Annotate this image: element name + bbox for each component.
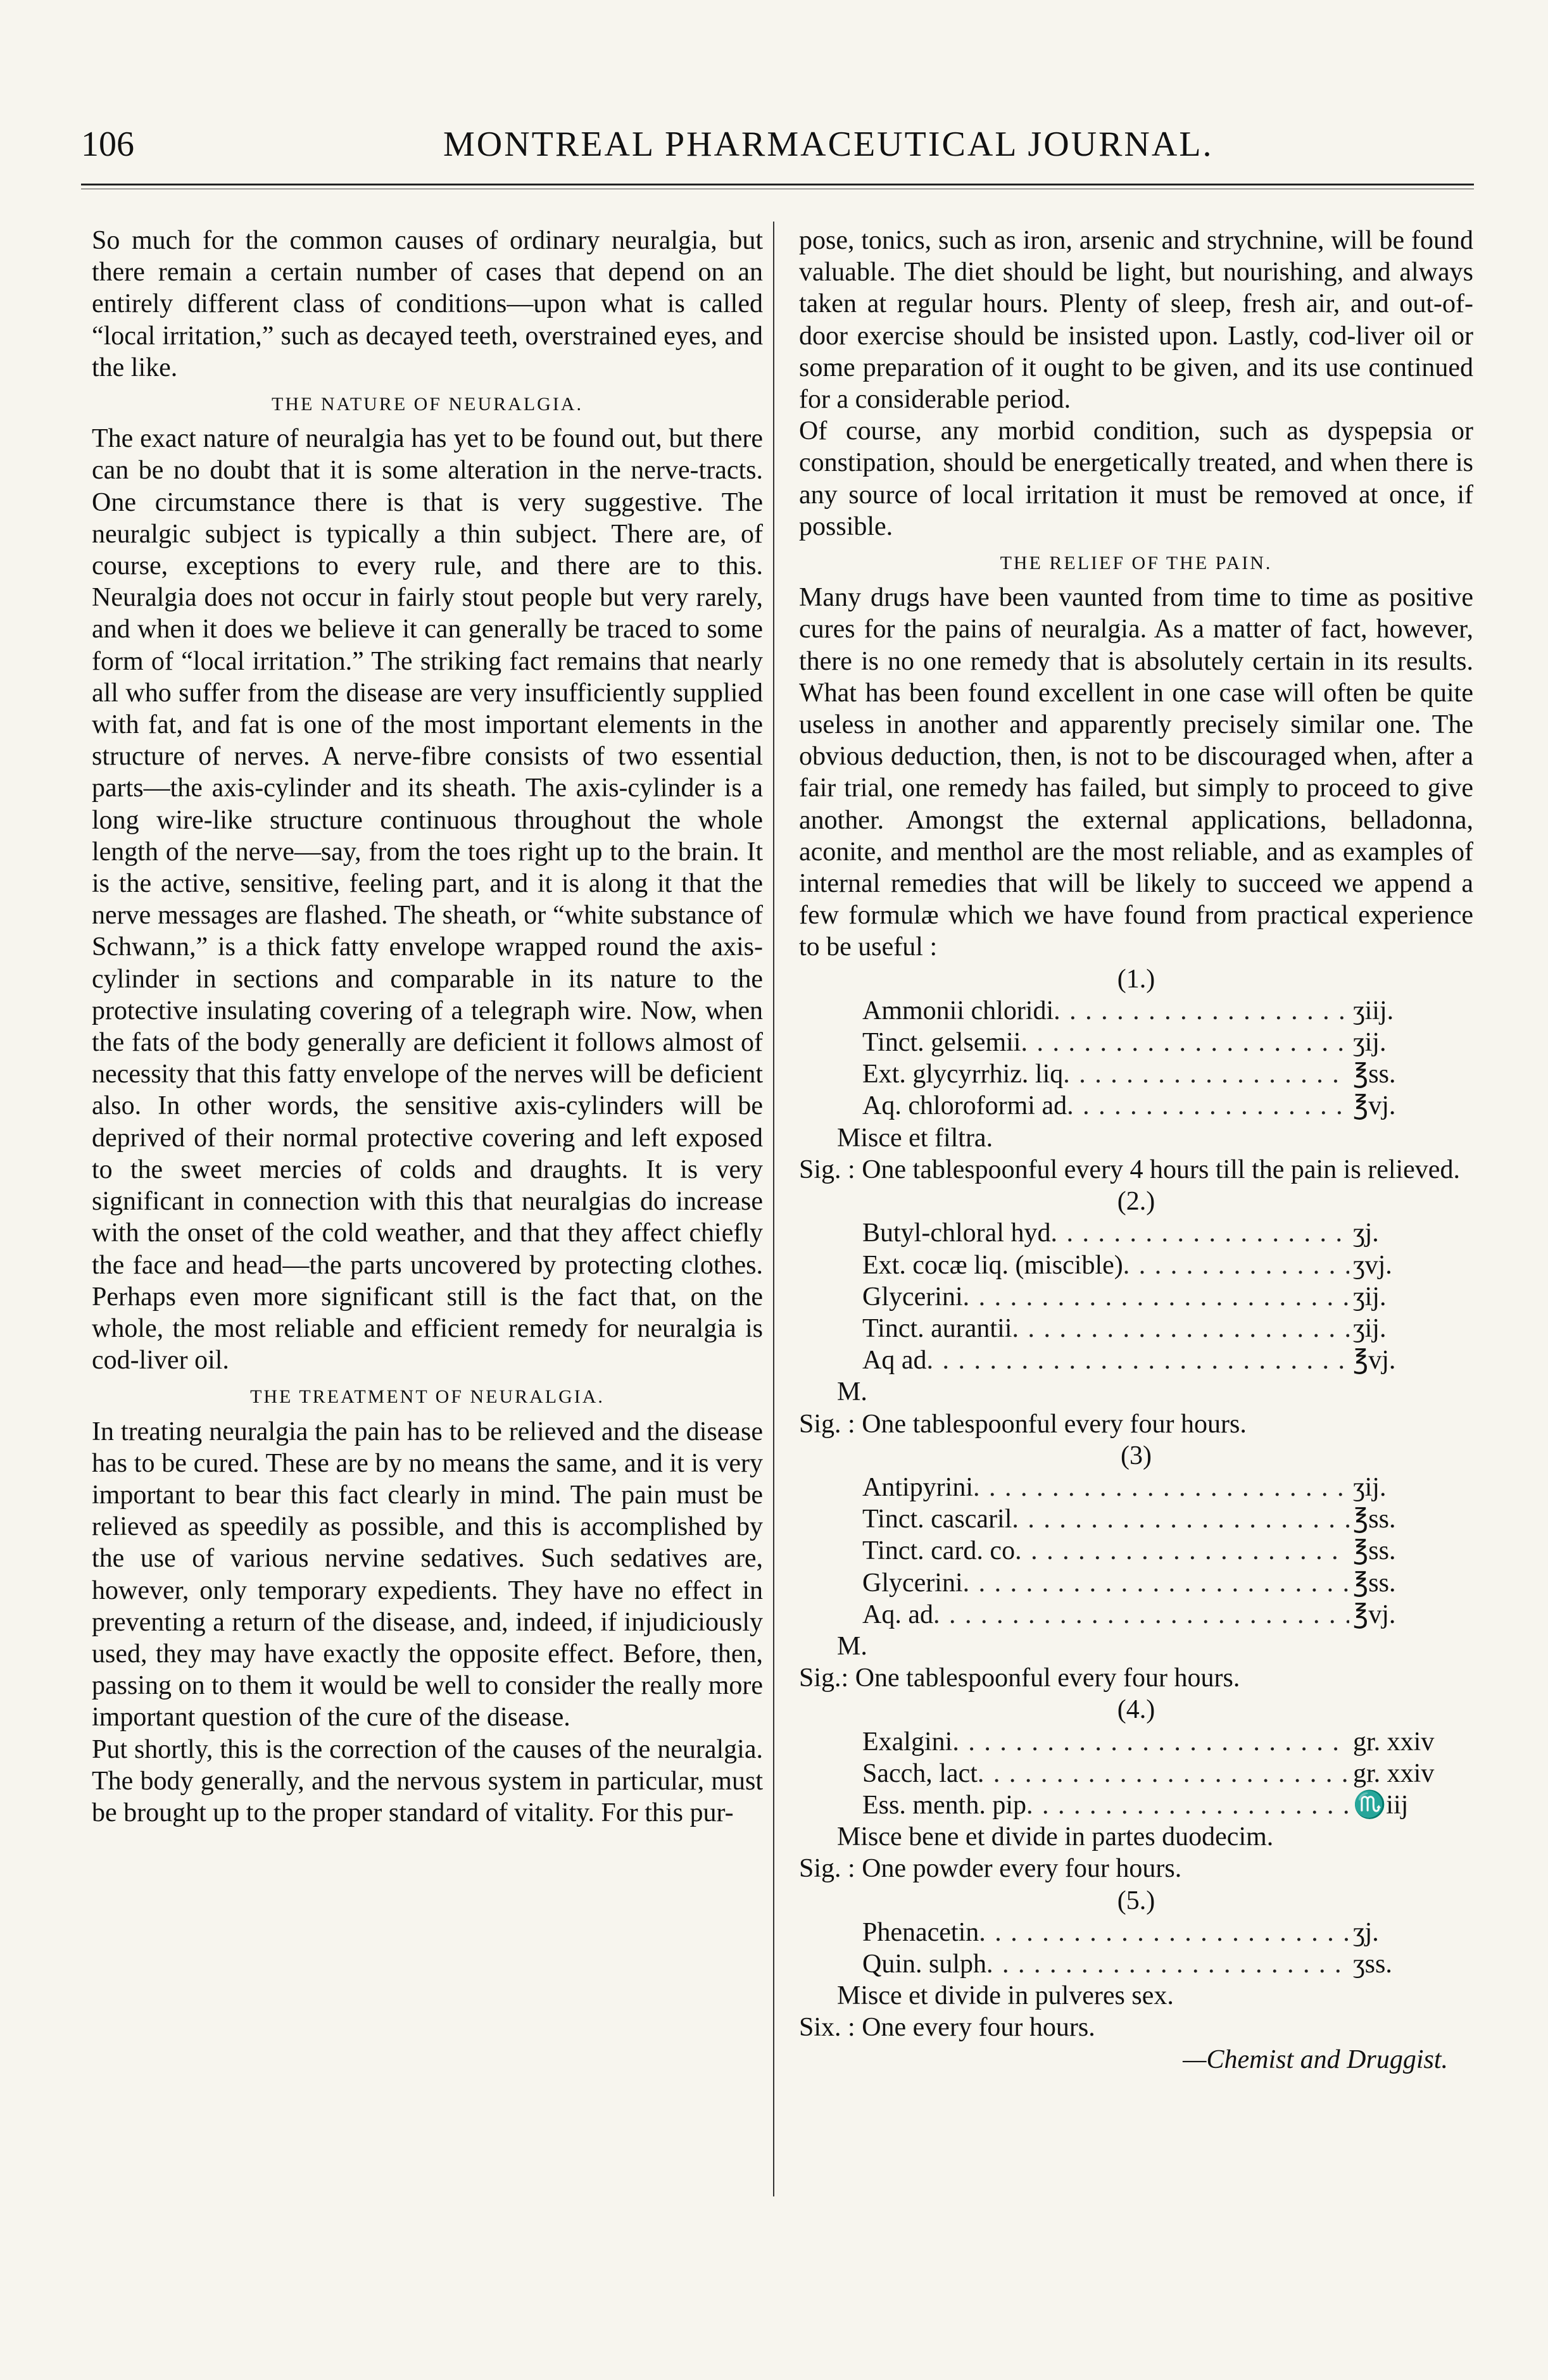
ingredient-name: Aq. chloroformi ad	[862, 1091, 1067, 1121]
formula-line	[862, 1503, 1473, 1535]
ingredient-quantity: ℥vj.	[1353, 1346, 1396, 1375]
formula-instruction: Misce et divide in pulveres sex.	[837, 1981, 1174, 2011]
source-credit: —Chemist and Druggist.	[1183, 2045, 1448, 2074]
dot-leader	[1050, 1217, 1349, 1249]
dot-leader	[963, 1567, 1349, 1599]
ingredient-quantity: ʒij.	[1353, 1313, 1387, 1343]
ingredient-name: Tinct. gelsemii	[862, 1028, 1021, 1058]
formula-signa: Sig. : One tablespoonful every four hours.	[799, 1409, 1247, 1439]
ingredient-quantity: ʒiij.	[1353, 996, 1394, 1025]
dot-leader	[1015, 1535, 1349, 1567]
formula-line	[862, 1567, 1473, 1599]
formula-line	[862, 1281, 1473, 1313]
formula-line	[862, 1472, 1473, 1503]
ingredient-quantity: ℥ss.	[1353, 1536, 1396, 1566]
dot-leader	[952, 1726, 1349, 1758]
ingredient-name: Glycerini	[862, 1568, 963, 1598]
journal-title: MONTREAL PHARMACEUTICAL JOURNAL.	[443, 125, 1214, 164]
ingredient-name: Glycerini	[862, 1282, 963, 1312]
dot-leader	[986, 1948, 1349, 1980]
paragraph: Of course, any morbid condition, such as dyspepsia or constipation, should be energetically treated, and when there is any source of local irritation it must be removed at once, if possible.	[799, 416, 1473, 541]
section-heading: THE TREATMENT OF NEURALGIA.	[250, 1386, 605, 1408]
ingredient-quantity: ℥ss.	[1353, 1568, 1396, 1598]
formula-line	[862, 1758, 1473, 1789]
ingredient-name: Tinct. cascaril	[862, 1505, 1012, 1534]
ingredient-name: Exalgini	[862, 1727, 953, 1757]
dot-leader	[1123, 1250, 1349, 1281]
ingredient-quantity: gr. xxiv	[1353, 1727, 1435, 1757]
ingredient-quantity: ℥vj.	[1353, 1091, 1396, 1121]
formula-line	[862, 1250, 1473, 1281]
formula-instruction: M.	[837, 1631, 867, 1661]
formula-number: (1.)	[1117, 964, 1155, 994]
paragraph: So much for the common causes of ordinary neuralgia, but there remain a certain number of cases that depend on an entirely different class of conditions—upon what is called “local irritation,” such as decayed teeth, overstrained eyes, and the like.	[92, 226, 763, 382]
formula-number: (5.)	[1117, 1886, 1155, 1915]
formula-line	[862, 1917, 1473, 1948]
dot-leader	[1054, 995, 1349, 1027]
formula-signa: Six. : One every four hours.	[799, 2013, 1095, 2043]
formula-signa: Sig. : One tablespoonful every 4 hours till the pain is relieved.	[799, 1155, 1460, 1184]
ingredient-name: Ext. cocæ liq. (miscible)	[862, 1250, 1123, 1280]
ingredient-quantity: ℥vj.	[1353, 1600, 1396, 1629]
ingredient-quantity: ℥ss.	[1353, 1060, 1396, 1089]
ingredient-quantity: ʒj.	[1353, 1218, 1379, 1248]
ingredient-name: Aq. ad	[862, 1600, 933, 1629]
dot-leader	[933, 1599, 1349, 1631]
header-rule	[81, 184, 1474, 185]
ingredient-name: Aq ad	[862, 1346, 927, 1375]
dot-leader	[1021, 1027, 1349, 1058]
formula-line	[862, 1599, 1473, 1631]
ingredient-quantity: gr. xxiv	[1353, 1758, 1435, 1788]
formula-line	[862, 1948, 1473, 1980]
section-heading: THE NATURE OF NEURALGIA.	[272, 394, 583, 415]
ingredient-name: Ammonii chloridi	[862, 996, 1054, 1025]
ingredient-quantity: ℥ss.	[1353, 1505, 1396, 1534]
ingredient-quantity: ʒss.	[1353, 1949, 1392, 1979]
formula-line	[862, 1535, 1473, 1567]
ingredient-quantity: ʒvj.	[1353, 1250, 1392, 1280]
dot-leader	[1063, 1058, 1349, 1090]
ingredient-name: Sacch, lact	[862, 1758, 978, 1788]
dot-leader	[979, 1917, 1349, 1948]
column-divider	[773, 222, 774, 2196]
formula-line	[862, 1058, 1473, 1090]
dot-leader	[973, 1472, 1349, 1503]
ingredient-quantity: ʒij.	[1353, 1472, 1387, 1502]
ingredient-name: Ext. glycyrrhiz. liq	[862, 1060, 1064, 1089]
ingredient-quantity: ʒij.	[1353, 1282, 1387, 1312]
formula-line	[862, 1027, 1473, 1058]
dot-leader	[1067, 1090, 1349, 1122]
paragraph: Put shortly, this is the correction of the causes of the neuralgia. The body generally, and the nervous system in particular, must be brought up to the proper standard of vitality. For this pur-	[92, 1734, 763, 1827]
formula-number: (3)	[1121, 1441, 1152, 1470]
formula-instruction: Misce et filtra.	[837, 1123, 993, 1153]
ingredient-quantity: ♏iij	[1353, 1790, 1409, 1820]
formula-line	[862, 1789, 1473, 1821]
formula-line	[862, 1313, 1473, 1344]
dot-leader	[1012, 1503, 1349, 1535]
paragraph: The exact nature of neuralgia has yet to be found out, but there can be no doubt that it is some alteration in the nerve-tracts. One circumstance there is that is very suggestive. The neuralgic subject is typically a thin subject. There are, of course, exceptions to every rule, and there are to this. Neuralgia does not occur in fairly stout people but very rarely, and when it does we believe it can generally be traced to some form of “local irritation.” The striking fact remains that nearly all who suffer from the disease are very insufficiently supplied with fat, and fat is one of the most important elements in the structure of nerves. A nerve-fibre consists of two essential parts—the axis-cylinder and its sheath. The axis-cylinder is a long wire-like structure continuous throughout the whole length of the nerve—say, from the toes right up to the brain. It is the active, sensitive, feeling part, and it is along it that the nerve messages are flashed. The sheath, or “white substance of Schwann,” is a thick fatty envelope wrapped round the axis-cylinder in sections and comparable in its nature to the protective insulating covering of a telegraph wire. Now, when the fats of the body generally are deficient it follows almost of necessity that this fatty envelope of the nerves will be deficient also. In other words, the sensitive axis-cylinders will be deprived of their normal protective covering and left exposed to the sweet mercies of colds and draughts. It is very significant in connection with this that neuralgias do increase with the onset of the cold weather, and that they affect chiefly the face and head—the parts uncovered by protecting clothes. Perhaps even more significant still is the fact that, on the whole, the most reliable and efficient remedy for neuralgia is cod-liver oil.	[92, 424, 763, 1375]
ingredient-name: Tinct. aurantii	[862, 1313, 1012, 1343]
formula-signa: Sig.: One tablespoonful every four hours.	[799, 1663, 1240, 1693]
dot-leader	[978, 1758, 1349, 1789]
left-column	[92, 225, 763, 1829]
formula-signa: Sig. : One powder every four hours.	[799, 1854, 1182, 1884]
ingredient-name: Tinct. card. co	[862, 1536, 1016, 1566]
formula-line	[862, 995, 1473, 1027]
ingredient-quantity: ʒij.	[1353, 1028, 1387, 1058]
formula-line	[862, 1344, 1473, 1376]
ingredient-name: Antipyrini	[862, 1472, 973, 1502]
right-column	[799, 225, 1473, 2076]
formula-instruction: M.	[837, 1377, 867, 1407]
ingredient-quantity: ʒj.	[1353, 1917, 1379, 1947]
dot-leader	[1012, 1313, 1349, 1344]
ingredient-name: Phenacetin	[862, 1917, 979, 1947]
formula-line	[862, 1090, 1473, 1122]
formula-instruction: Misce bene et divide in partes duodecim.	[837, 1822, 1274, 1852]
section-heading: THE RELIEF OF THE PAIN.	[1000, 553, 1273, 574]
page-number: 106	[81, 125, 134, 164]
paragraph: pose, tonics, such as iron, arsenic and strychnine, will be found valuable. The diet should be light, but nourishing, and always taken at regular hours. Plenty of sleep, fresh air, and out-of-door exercise should be insisted upon. Lastly, cod-liver oil or some preparation of it ought to be given, and its use continued for a considerable period.	[799, 226, 1473, 415]
paragraph: Many drugs have been vaunted from time to time as positive cures for the pains of neuralgia. As a matter of fact, however, there is no one remedy that is absolutely certain in its results. What has been found excellent in one case will often be quite useless in another and apparently precisely similar one. The obvious deduction, then, is not to be discouraged when, after a fair trial, one remedy has failed, but simply to proceed to give another. Amongst the external applications, belladonna, aconite, and menthol are the most reliable, and as examples of internal remedies that will be likely to succeed we append a few formulæ which we have found from practical experience to be useful :	[799, 583, 1473, 962]
formula-number: (4.)	[1117, 1695, 1155, 1725]
dot-leader	[963, 1281, 1349, 1313]
dot-leader	[926, 1344, 1349, 1376]
ingredient-name: Butyl-chloral hyd	[862, 1218, 1051, 1248]
paragraph: In treating neuralgia the pain has to be relieved and the disease has to be cured. These are by no means the same, and it is very important to bear this fact clearly in mind. The pain must be relieved as speedily as possible, and this is accomplished by the use of various nervine sedatives. Such sedatives are, however, only temporary expedients. They have no effect in preventing a return of the disease, and, indeed, if injudiciously used, they may have exactly the opposite effect. Before, then, passing on to them it would be well to consider the really more important question of the cure of the disease.	[92, 1417, 763, 1732]
dot-leader	[1026, 1789, 1349, 1821]
formula-line	[862, 1217, 1473, 1249]
formula-number: (2.)	[1117, 1187, 1155, 1217]
formula-line	[862, 1726, 1473, 1758]
ingredient-name: Ess. menth. pip	[862, 1790, 1026, 1820]
ingredient-name: Quin. sulph	[862, 1949, 987, 1979]
